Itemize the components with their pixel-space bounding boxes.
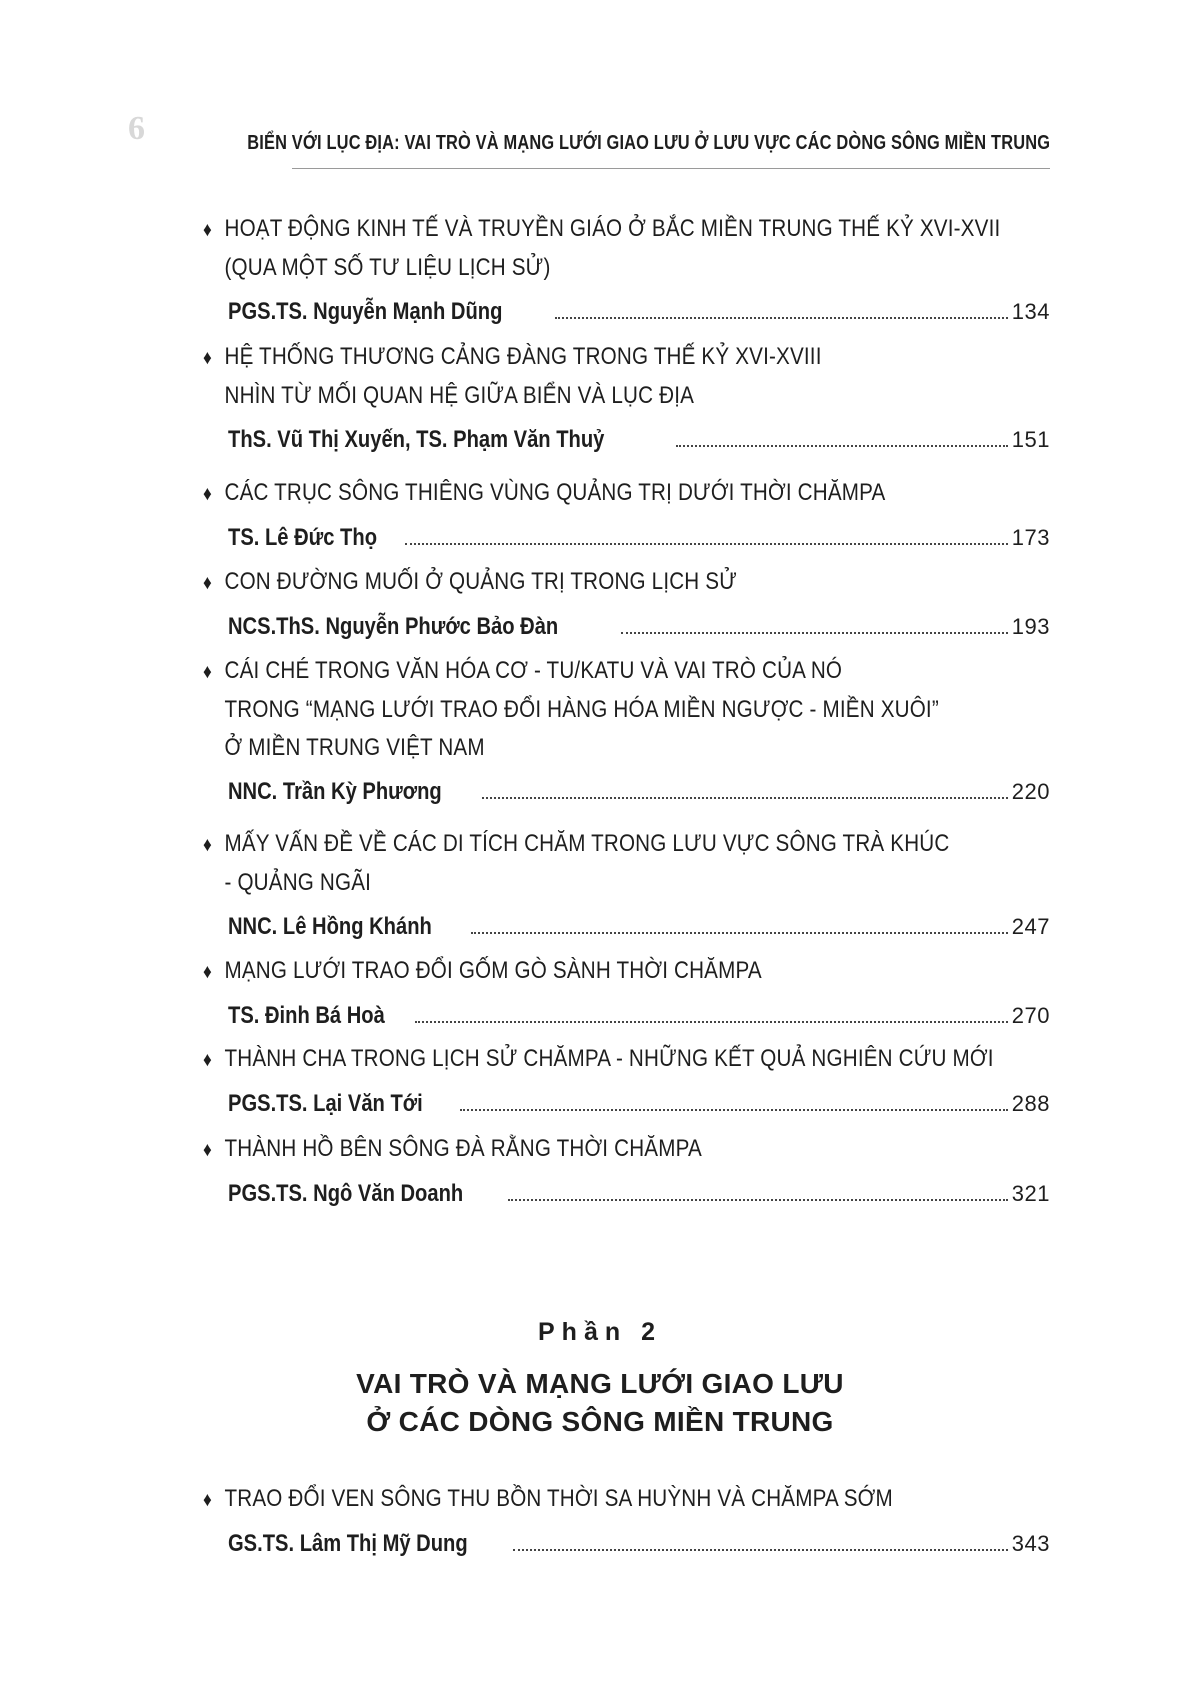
entry-title-line xyxy=(203,474,931,513)
entry-page-number: 343 xyxy=(1011,1531,1050,1556)
dot-leader xyxy=(460,1109,1008,1111)
entry-author-row xyxy=(203,523,1050,553)
entry-title-text: CON ĐƯỜNG MUỐI Ở QUẢNG TRỊ TRONG LỊCH SỬ xyxy=(224,568,738,595)
toc-entry[interactable] xyxy=(203,1130,1050,1209)
entry-title-line xyxy=(203,249,931,287)
entry-author: ThS. Vũ Thị Xuyến, TS. Phạm Văn Thuỷ xyxy=(228,426,605,453)
toc-entry[interactable] xyxy=(203,1040,1050,1119)
entry-author-row xyxy=(203,1179,1050,1209)
entry-author: TS. Lê Đức Thọ xyxy=(228,524,378,551)
header-divider xyxy=(292,168,1050,169)
entry-title-text: (QUA MỘT SỐ TƯ LIỆU LỊCH SỬ) xyxy=(224,254,551,281)
entry-title-text: CÁI CHÉ TRONG VĂN HÓA CƠ - TU/KATU VÀ VAI TRÒ CỦA NÓ xyxy=(224,657,843,684)
diamond-bullet-icon: ♦ xyxy=(203,961,212,983)
dot-leader xyxy=(555,317,1008,319)
entry-title-line xyxy=(203,1480,931,1519)
dot-leader xyxy=(482,797,1007,799)
entry-page-number: 134 xyxy=(1011,299,1050,324)
entry-title-text: MẠNG LƯỚI TRAO ĐỔI GỐM GÒ SÀNH THỜI CHĂMPA xyxy=(224,957,762,984)
entry-page-number: 270 xyxy=(1011,1003,1050,1028)
entry-title-text: HOẠT ĐỘNG KINH TẾ VÀ TRUYỀN GIÁO Ở BẮC MIỀN TRUNG THẾ KỶ XVI-XVII xyxy=(224,215,1001,242)
entry-title-text: THÀNH CHA TRONG LỊCH SỬ CHĂMPA - NHỮNG KẾT QUẢ NGHIÊN CỨU MỚI xyxy=(224,1045,994,1072)
entry-author: NCS.ThS. Nguyễn Phước Bảo Đàn xyxy=(228,613,559,640)
entry-title-line xyxy=(203,1130,931,1169)
entry-author: PGS.TS. Ngô Văn Doanh xyxy=(228,1180,464,1207)
entry-author: PGS.TS. Lại Văn Tới xyxy=(228,1090,423,1117)
entry-page-number: 247 xyxy=(1011,914,1050,939)
toc-entry[interactable] xyxy=(203,563,1050,642)
entry-page-number: 173 xyxy=(1011,525,1050,550)
entry-title-line xyxy=(203,825,950,864)
toc-entry[interactable] xyxy=(203,952,1050,1031)
part-title-line: Ở CÁC DÒNG SÔNG MIỀN TRUNG xyxy=(366,1406,834,1437)
entry-title-line xyxy=(203,652,931,691)
entry-author: TS. Đinh Bá Hoà xyxy=(228,1002,385,1029)
entry-title-text: Ở MIỀN TRUNG VIỆT NAM xyxy=(224,734,485,761)
entry-page-number: 321 xyxy=(1011,1181,1050,1206)
entry-author-row xyxy=(203,425,1050,455)
entry-author-row xyxy=(203,912,1050,942)
part-label: Phần 2 xyxy=(538,1318,662,1346)
diamond-bullet-icon: ♦ xyxy=(203,483,212,505)
dot-leader xyxy=(405,543,1007,545)
entry-author-row xyxy=(203,297,1050,327)
diamond-bullet-icon: ♦ xyxy=(203,219,212,241)
running-header: BIỂN VỚI LỤC ĐỊA: VAI TRÒ VÀ MẠNG LƯỚI GIAO LƯU Ở LƯU VỰC CÁC DÒNG SÔNG MIỀN TRUNG xyxy=(247,132,1050,154)
entry-author: NNC. Trần Kỳ Phương xyxy=(228,778,442,805)
entry-title-text: - QUẢNG NGÃI xyxy=(224,869,372,896)
entry-title-text: MẤY VẤN ĐỀ VỀ CÁC DI TÍCH CHĂM TRONG LƯU VỰC SÔNG TRÀ KHÚC xyxy=(224,830,950,857)
toc-entry[interactable] xyxy=(203,210,1050,327)
toc-entry[interactable] xyxy=(203,825,1050,942)
entry-title-line xyxy=(203,1040,994,1079)
diamond-bullet-icon: ♦ xyxy=(203,834,212,856)
entry-title-line xyxy=(203,952,931,991)
dot-leader xyxy=(508,1199,1008,1201)
toc-entry[interactable] xyxy=(203,652,1050,807)
entry-author-row xyxy=(203,612,1050,642)
entry-author: NNC. Lê Hồng Khánh xyxy=(228,913,432,940)
entry-title-text: NHÌN TỪ MỐI QUAN HỆ GIỮA BIỂN VÀ LỤC ĐỊA xyxy=(224,382,695,409)
entry-title-line xyxy=(203,864,931,902)
entry-author-row xyxy=(203,1001,1050,1031)
diamond-bullet-icon: ♦ xyxy=(203,347,212,369)
part-title-line: VAI TRÒ VÀ MẠNG LƯỚI GIAO LƯU xyxy=(356,1368,844,1399)
entry-title-text: TRAO ĐỔI VEN SÔNG THU BỒN THỜI SA HUỲNH VÀ CHĂMPA SỚM xyxy=(224,1485,893,1512)
entry-page-number: 288 xyxy=(1011,1091,1050,1116)
entry-title-text: TRONG “MẠNG LƯỚI TRAO ĐỔI HÀNG HÓA MIỀN NGƯỢC - MIỀN XUÔI” xyxy=(224,696,939,723)
entry-title-line xyxy=(203,729,931,767)
entry-title-text: THÀNH HỒ BÊN SÔNG ĐÀ RẰNG THỜI CHĂMPA xyxy=(224,1135,702,1162)
diamond-bullet-icon: ♦ xyxy=(203,1049,212,1071)
entry-page-number: 220 xyxy=(1011,779,1050,804)
toc-entry[interactable] xyxy=(203,338,1050,455)
page-number-mark: 6 xyxy=(128,110,145,147)
entry-author-row xyxy=(203,1529,1050,1559)
dot-leader xyxy=(415,1021,1008,1023)
entry-page-number: 193 xyxy=(1011,614,1050,639)
entry-author: GS.TS. Lâm Thị Mỹ Dung xyxy=(228,1530,468,1557)
dot-leader xyxy=(621,632,1008,634)
diamond-bullet-icon: ♦ xyxy=(203,1489,212,1511)
entry-author-row xyxy=(203,1089,1050,1119)
entry-title-line xyxy=(203,338,931,377)
toc-entry[interactable] xyxy=(203,1480,1050,1559)
diamond-bullet-icon: ♦ xyxy=(203,572,212,594)
entry-title-line xyxy=(203,377,931,415)
entry-author: PGS.TS. Nguyễn Mạnh Dũng xyxy=(228,298,503,325)
diamond-bullet-icon: ♦ xyxy=(203,1139,212,1161)
entry-author-row xyxy=(203,777,1050,807)
entry-title-line xyxy=(203,691,939,729)
dot-leader xyxy=(471,932,1008,934)
diamond-bullet-icon: ♦ xyxy=(203,661,212,683)
dot-leader xyxy=(676,445,1008,447)
dot-leader xyxy=(513,1549,1007,1551)
entry-title-line xyxy=(203,210,1001,249)
entry-title-line xyxy=(203,563,931,602)
entry-title-text: HỆ THỐNG THƯƠNG CẢNG ĐÀNG TRONG THẾ KỶ XVI-XVIII xyxy=(224,343,822,370)
entry-title-text: CÁC TRỤC SÔNG THIÊNG VÙNG QUẢNG TRỊ DƯỚI THỜI CHĂMPA xyxy=(224,479,886,506)
toc-entry[interactable] xyxy=(203,474,1050,553)
entry-page-number: 151 xyxy=(1011,427,1050,452)
